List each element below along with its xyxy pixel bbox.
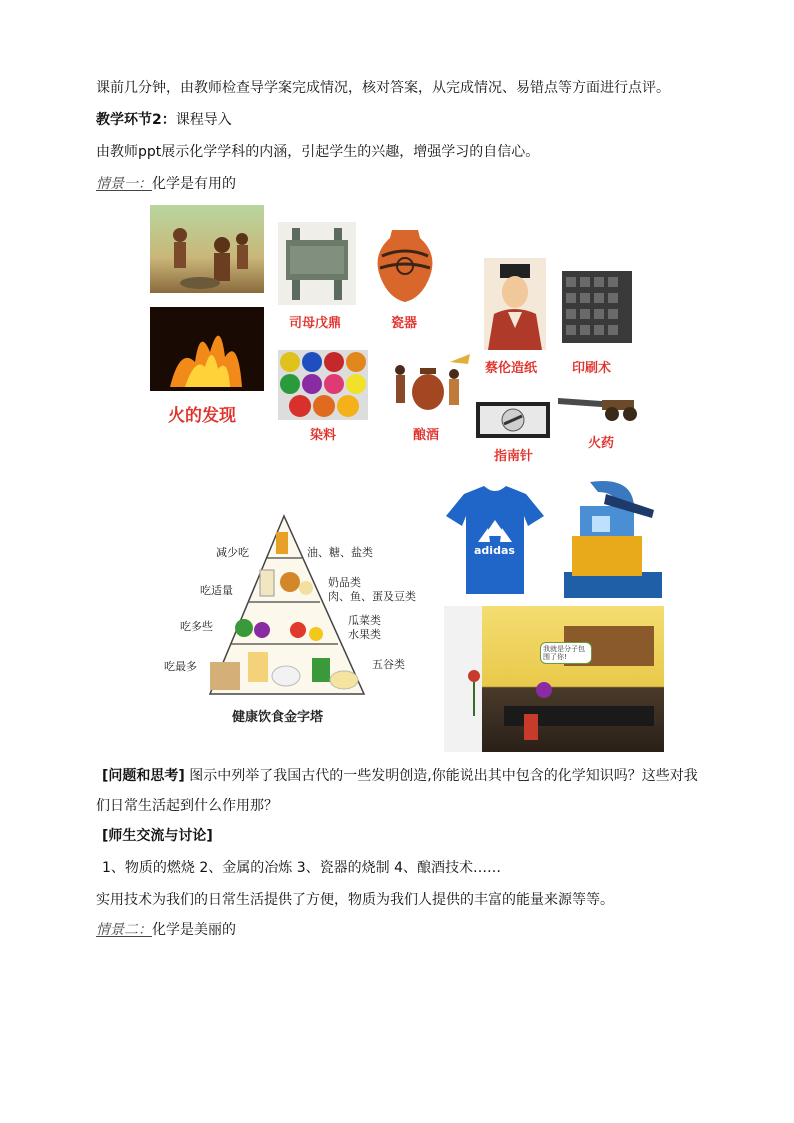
pyramid-label-eat-moderate: 吃适量: [200, 584, 233, 597]
question-line-2: 们日常生活起到什么作用那？: [96, 798, 278, 814]
caption-dye: 染料: [310, 428, 337, 443]
caption-compass: 指南针: [494, 449, 534, 464]
pyramid-label-grains: 五谷类: [372, 658, 405, 671]
caption-ding: 司母戊鼎: [289, 316, 342, 331]
scene-one-text: 化学是有用的: [152, 176, 236, 192]
cannon-image: [556, 386, 640, 422]
gas-pump-image: [562, 476, 664, 600]
printing-image: [562, 271, 632, 343]
scene-two: [96, 920, 236, 940]
pyramid-label-eat-most: 吃最多: [164, 660, 197, 673]
food-pyramid: [160, 506, 430, 726]
ding-image: [278, 222, 356, 305]
pyramid-label-oil-sugar-salt: 油、糖、盐类: [307, 546, 373, 559]
scene-two-label: 情景二：: [96, 922, 152, 938]
section-label: 教学环节2：: [96, 112, 176, 128]
pyramid-title: 健康饮食金字塔: [232, 710, 324, 725]
scene-one-label: 情景一：: [96, 176, 152, 192]
tshirt-brand-text: adidas: [474, 544, 515, 557]
caption-wine: 酿酒: [413, 428, 440, 443]
caption-fire: 火的发现: [168, 406, 236, 426]
wine-image: [388, 352, 472, 418]
kitchen-speech-bubble: 我就是分子包围了你!: [540, 642, 592, 664]
caption-porcelain: 瓷器: [391, 316, 418, 331]
question-line-1: [102, 766, 698, 786]
cai-lun-image: [484, 258, 546, 350]
caption-paper: 蔡伦造纸: [485, 361, 538, 376]
dye-image: [278, 350, 368, 420]
scene-one: [96, 174, 236, 194]
section-heading: [96, 110, 232, 130]
section-title: 课程导入: [175, 112, 232, 128]
caption-printing: 印刷术: [572, 361, 612, 376]
cavemen-image: [150, 205, 264, 293]
pyramid-label-fruit: 水果类: [348, 628, 381, 641]
question-text-1: 图示中列举了我国古代的一些发明创造,你能说出其中包含的化学知识吗？这些对我: [189, 768, 698, 784]
compass-image: [476, 402, 550, 438]
pyramid-label-eat-less: 减少吃: [216, 546, 249, 559]
pyramid-label-vegetables: 瓜菜类: [348, 614, 381, 627]
paragraph-ppt: 由教师ppt展示化学学科的内涵，引起学生的兴趣，增强学习的自信心。: [96, 144, 540, 160]
pyramid-label-dairy: 奶品类: [328, 576, 361, 589]
discussion-label: [师生交流与讨论]: [102, 828, 213, 844]
conclusion-text: 实用技术为我们的日常生活提供了方便，物质为我们人提供的丰富的能量来源等等。: [96, 892, 614, 908]
caption-gunpowder: 火药: [588, 436, 615, 451]
pyramid-label-meat-fish-egg: 肉、鱼、蛋及豆类: [328, 590, 416, 603]
tshirt-image: [444, 476, 546, 600]
paragraph-intro: 课前几分钟，由教师检查导学案完成情况，核对答案，从完成情况、易错点等方面进行点评。: [96, 80, 670, 96]
discussion-list: 1、物质的燃烧 2、金属的冶炼 3、瓷器的烧制 4、酿酒技术……: [102, 860, 501, 876]
pyramid-label-eat-more: 吃多些: [180, 620, 213, 633]
scene-two-text: 化学是美丽的: [152, 922, 236, 938]
fire-image: [150, 307, 264, 391]
question-label: [问题和思考]: [102, 768, 185, 784]
porcelain-image: [372, 226, 438, 306]
kitchen-image: [444, 606, 664, 752]
